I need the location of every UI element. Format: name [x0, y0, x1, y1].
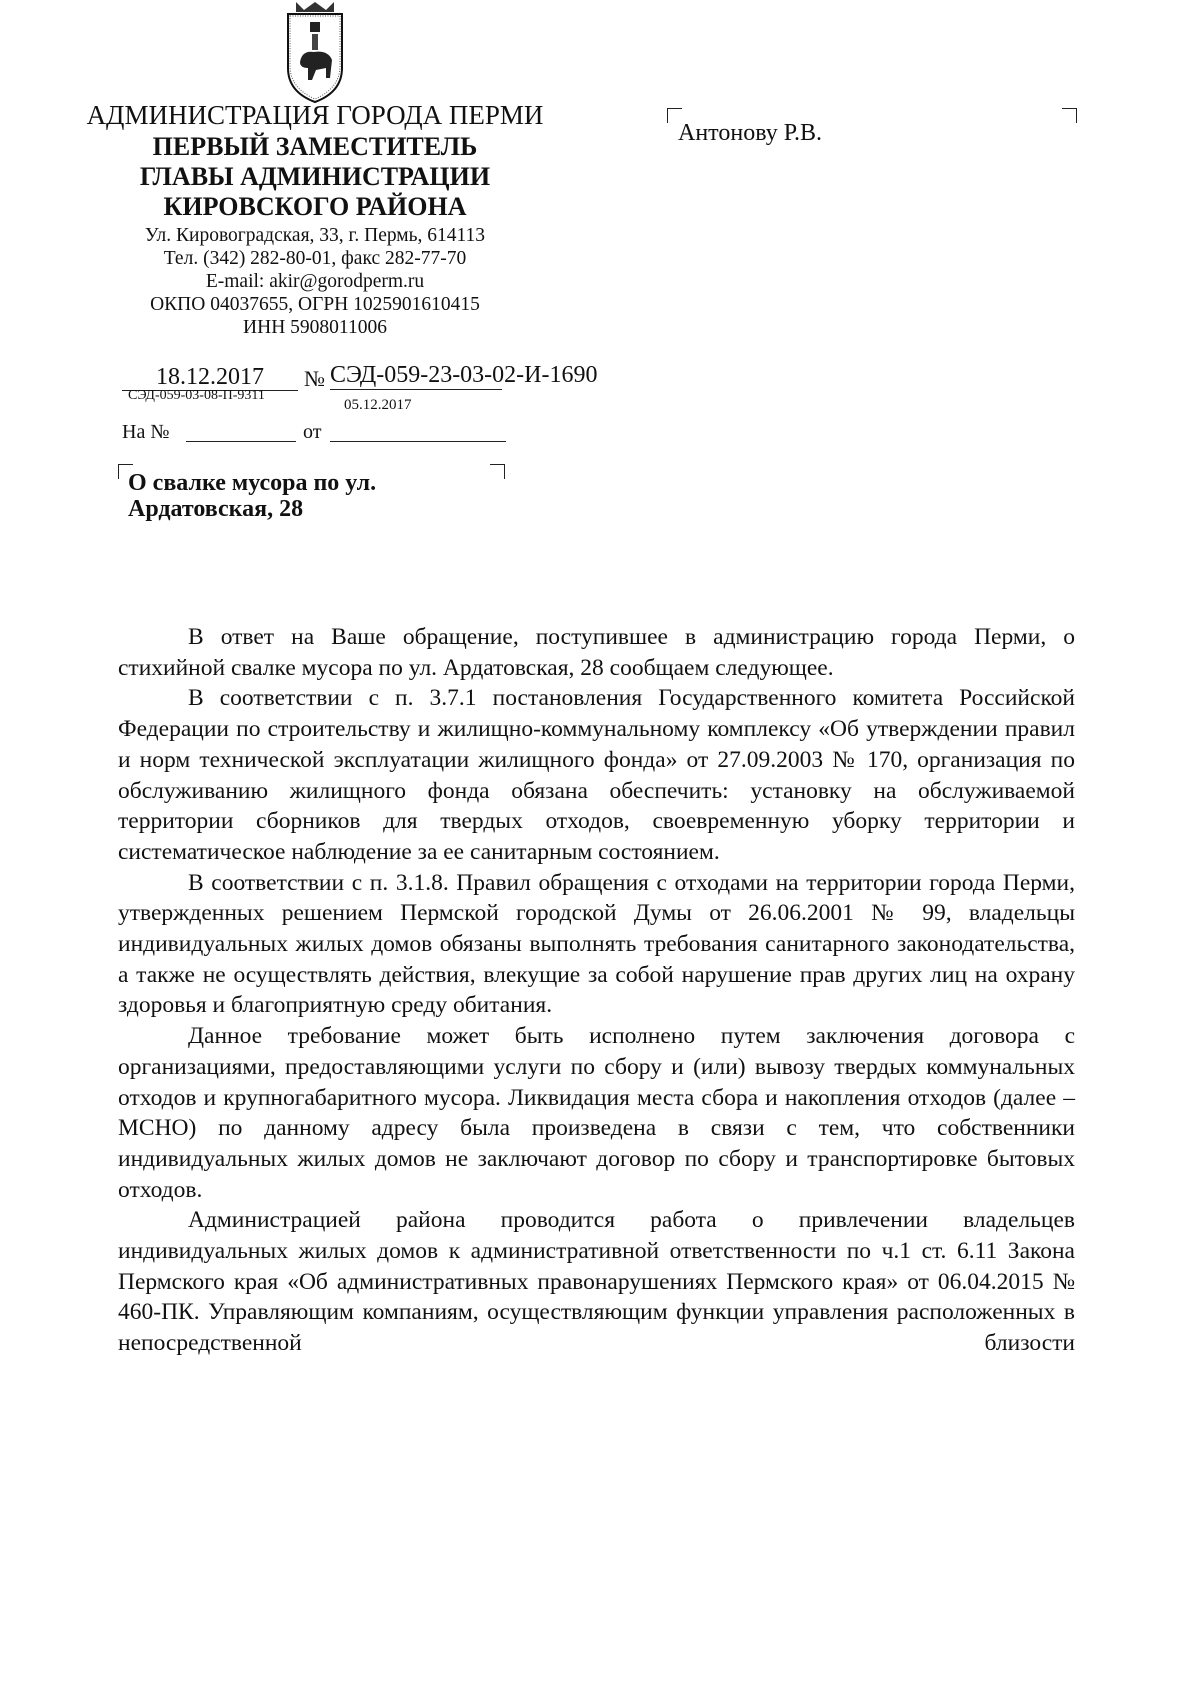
paragraph: Администрацией района проводится работа о привлечении владельцев индивидуальных жилых домов к административной ответственности по ч.1 ст. 6.11 Закона Пермского края «Об административных правонарушениях Пермского края» от 06.04.2015 № 460-ПК. Управляющим компаниям, осуществляющим функции управления расположенных в непосредственной близости [118, 1207, 1075, 1357]
paragraph: Данное требование может быть исполнено путем заключения договора с организациями, предоставляющими услуги по сбору и (или) вывозу твердых коммунальных отходов и крупногабаритного мусора. Ликвидация места сбора и накопления отходов (далее – МСНО) по данному адресу была произведена в связи с тем, что собственники индивидуальных жилых домов не заключают договор по сбору и транспортировке бытовых отходов. [118, 1023, 1075, 1203]
org-contacts [60, 224, 570, 339]
letter-number: СЭД-059-23-03-02-И-1690 [330, 362, 598, 388]
phone-line: Тел. (342) 282-80-01, факс 282-77-70 [163, 248, 467, 269]
okpo-line: ОКПО 04037655, ОГРН 1025901610415 [150, 294, 480, 315]
subject-corner-right [490, 464, 505, 479]
subject-line: О свалке мусора по ул. [128, 470, 377, 496]
incoming-ref: СЭД-059-03-08-П-9311 [128, 388, 265, 403]
reply-to-blank [186, 441, 296, 442]
number-sign: № [304, 366, 325, 391]
email-line: E-mail: akir@gorodperm.ru [205, 271, 425, 292]
from-blank [330, 441, 506, 442]
subject-line: Ардатовская, 28 [128, 496, 304, 522]
addressee: Антонову Р.В. [678, 120, 823, 146]
from-label: от [303, 421, 322, 443]
paragraph: В ответ на Ваше обращение, поступившее в администрацию города Перми, о стихийной свалке мусора по ул. Ардатовская, 28 сообщаем следующее. [118, 624, 1075, 681]
address-line: Ул. Кировоградская, 33, г. Пермь, 614113 [144, 225, 486, 246]
position-line: ПЕРВЫЙ ЗАМЕСТИТЕЛЬ [152, 132, 478, 161]
letter-date: 18.12.2017 [122, 364, 298, 391]
position-line: КИРОВСКОГО РАЙОНА [163, 192, 467, 221]
incoming-date: 05.12.2017 [344, 397, 412, 413]
paragraph: В соответствии с п. 3.1.8. Правил обращения с отходами на территории города Перми, утвержденных решением Пермской городской Думы от 26.06.2001 № 99, владельцы индивидуальных жилых домов обязаны выполнять требования санитарного законодательства, а также не осуществлять действия, влекущие за собой нарушение прав других лиц на охрану здоровья и благоприятную среду обитания. [118, 869, 1075, 1019]
perm-coat-of-arms-logo [282, 0, 348, 104]
org-name: АДМИНИСТРАЦИЯ ГОРОДА ПЕРМИ [86, 100, 544, 130]
reply-to-label: На № [122, 421, 170, 443]
subject [128, 470, 376, 522]
inn-line: ИНН 5908011006 [243, 317, 387, 338]
paragraph: В соответствии с п. 3.7.1 постановления Государственного комитета Российской Федерации по строительству и жилищно-коммунальному комплексу «Об утверждении правил и норм технической эксплуатации жилищного фонда» от 27.09.2003 № 170, организация по обслуживанию жилищного фонда обязана обеспечить: установку на обслуживаемой территории сборников для твердых отходов, своевременную уборку территории и систематическое наблюдение за ее санитарным состоянием. [118, 685, 1075, 865]
position-line: ГЛАВЫ АДМИНИСТРАЦИИ [139, 162, 491, 191]
letter-body [118, 622, 1075, 1359]
number-underline [330, 389, 502, 390]
addressee-corner-right [1062, 108, 1077, 123]
